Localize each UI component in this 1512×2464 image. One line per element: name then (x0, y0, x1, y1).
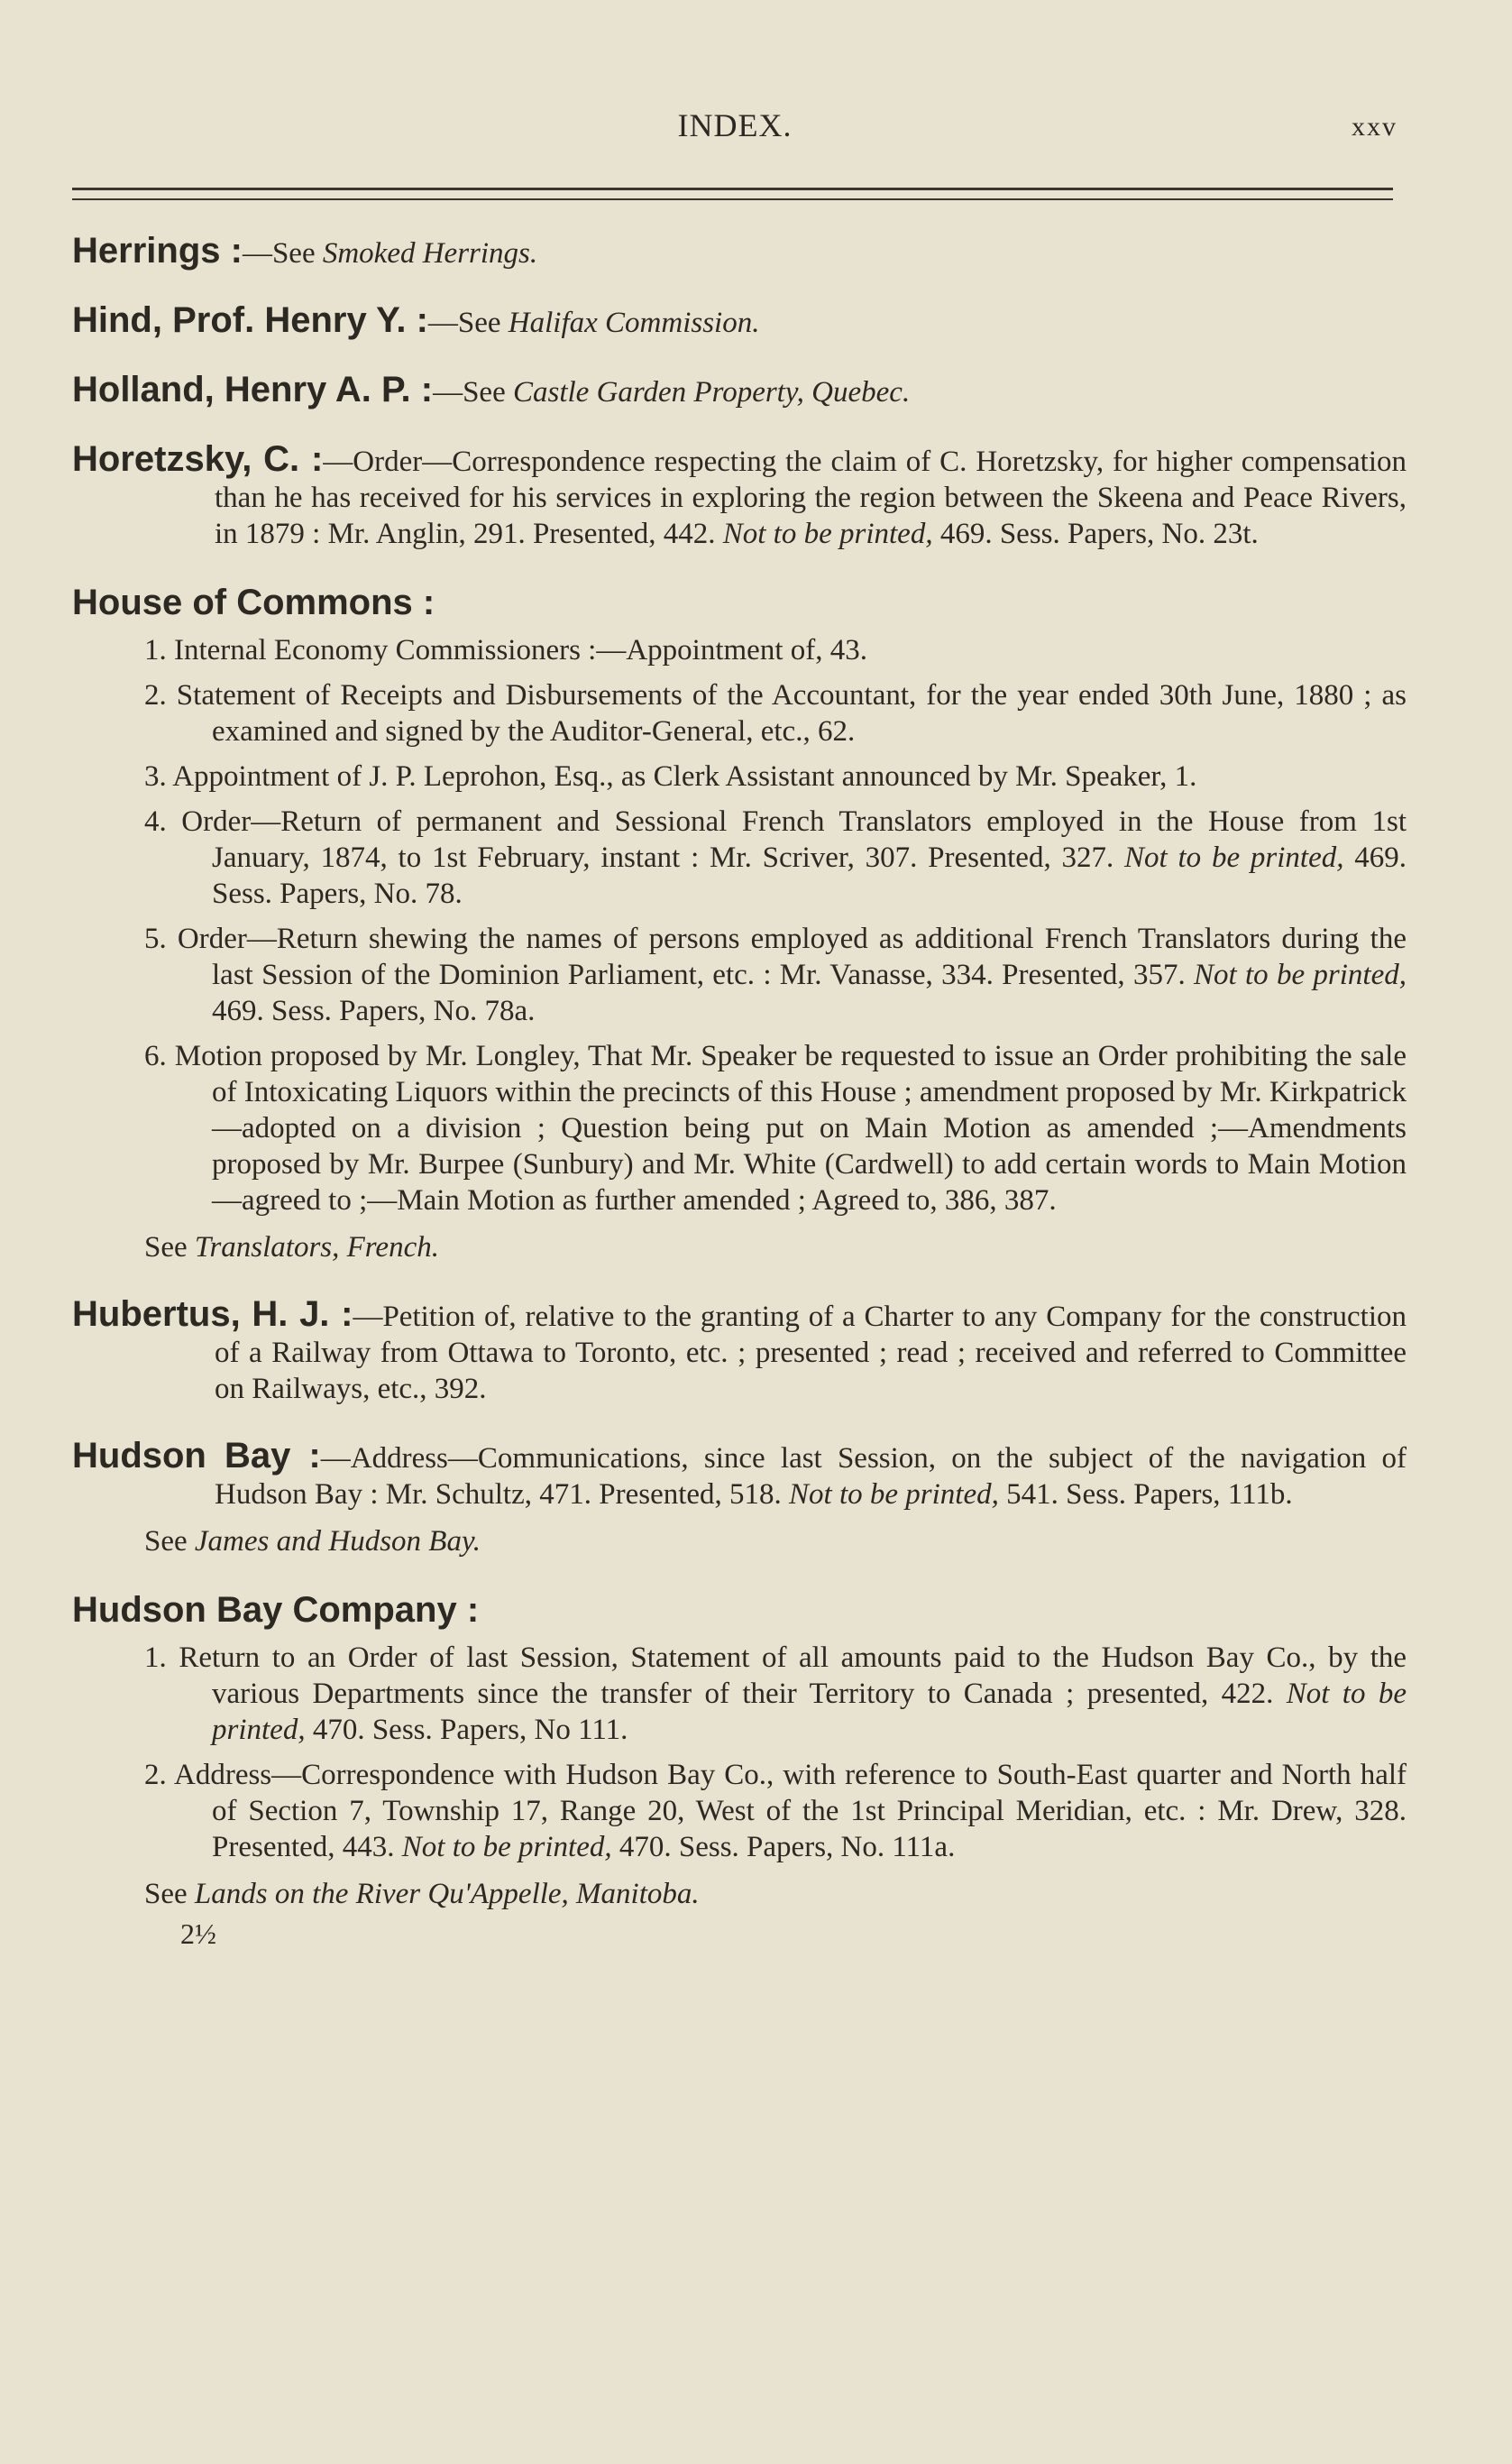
item-number: 5. (144, 923, 167, 955)
entry-heading: Holland, Henry A. P. : (72, 370, 434, 409)
item-text: Appointment of J. P. Leprohon, Esq., as Clerk Assistant announced by Mr. Speaker, 1. (172, 760, 1197, 793)
entry-heading: Horetzsky, C. : (72, 439, 324, 479)
page-number: xxv (1352, 112, 1397, 142)
see-reference: Lands on the River Qu'Appelle, Manitoba. (194, 1878, 700, 1910)
item-text: Statement of Receipts and Disbursements of the Accountant, for the year ended 30th June, 1880 ; as examined and signed by the Auditor-General, etc., 62. (176, 679, 1407, 748)
item-number: 3. (144, 760, 167, 793)
item-number: 2. (144, 1759, 167, 1791)
item-italic-note: Not to be printed, (212, 1678, 1407, 1746)
entry-holland (72, 372, 1407, 410)
entry-cross-reference: Castle Garden Property, Quebec. (512, 376, 911, 409)
see-prefix: See (144, 1525, 195, 1558)
list-item (72, 759, 1407, 795)
entry-heading: House of Commons : (72, 583, 435, 622)
entry-italic-note: Not to be printed, (789, 1478, 999, 1511)
list-item (72, 804, 1407, 912)
item-text-tail: 469. Sess. Papers, No. 78a. (212, 995, 536, 1027)
list-item (72, 1757, 1407, 1865)
item-number: 1. (144, 1641, 167, 1674)
list-item (72, 921, 1407, 1029)
entry-italic-note: Not to be printed, (722, 518, 933, 550)
header-rule-thick (72, 188, 1393, 190)
entry-see-prefix: —See (433, 376, 513, 409)
see-prefix: See (144, 1878, 195, 1910)
entry-body (72, 1438, 1407, 1512)
item-number: 6. (144, 1040, 167, 1072)
item-text: Order—Return of permanent and Sessional French Translators employed in the House from 1st January, 1874, to 1st February, instant : Mr. Scriver, 307. Presented, 327. (181, 805, 1407, 874)
entry-house-of-commons (72, 583, 1407, 1265)
entry-hind (72, 302, 1407, 341)
item-text: Motion proposed by Mr. Longley, That Mr. Speaker be requested to issue an Order prohibiting the sale of Intoxicating Liquors within the precincts of this House ; amendment proposed by Mr. Kirkpatrick—adopted on a division ; Question being put on Main Motion as amended ;—Amendments proposed by Mr. Burpee (Sunbury) and Mr. White (Cardwell) to add certain words to Main Motion—agreed to ;—Main Motion as further amended ; Agreed to, 386, 387. (174, 1040, 1407, 1217)
entry-hubertus (72, 1296, 1407, 1407)
entry-text-tail: 541. Sess. Papers, 111b. (998, 1478, 1293, 1511)
entry-subitems (72, 1640, 1407, 1865)
entry-text: —Order—Correspondence respecting the claim of C. Horetzsky, for higher compensation than he has received for his services in exploring the region between the Skeena and Peace Rivers, in 1879 : Mr. Anglin, 291. Presented, 442. (215, 446, 1407, 550)
item-number: 2. (144, 679, 167, 712)
item-italic-note: Not to be printed, (401, 1831, 612, 1863)
entry-hudson-bay-company (72, 1590, 1407, 1951)
see-also (144, 1523, 1407, 1559)
entry-cross-reference: Smoked Herrings. (322, 237, 538, 270)
see-reference: Translators, French. (194, 1231, 439, 1264)
entry-text: —Address—Communications, since last Session, on the subject of the navigation of Hudson Bay : Mr. Schultz, 471. Presented, 518. (215, 1442, 1407, 1511)
item-number: 4. (144, 805, 167, 838)
entry-heading: Hudson Bay : (72, 1436, 321, 1476)
see-prefix: See (144, 1231, 195, 1264)
see-reference: James and Hudson Bay. (194, 1525, 481, 1558)
item-italic-note: Not to be printed, (1194, 959, 1407, 991)
list-item (72, 1640, 1407, 1748)
entry-subitems (72, 632, 1407, 1218)
entry-heading: Hubertus, H. J. : (72, 1294, 353, 1334)
item-text: Internal Economy Commissioners :—Appointment of, 43. (174, 634, 867, 667)
item-italic-note: Not to be printed, (1124, 841, 1344, 874)
entry-see-prefix: —See (427, 307, 509, 339)
index-content (72, 233, 1407, 1981)
see-also (144, 1229, 1407, 1265)
item-text-tail: 470. Sess. Papers, No. 111a. (611, 1831, 956, 1863)
item-number: 1. (144, 634, 167, 667)
entry-heading: Hudson Bay Company : (72, 1590, 480, 1630)
entry-text: —Petition of, relative to the granting of a Charter to any Company for the construction of a Railway from Ottawa to Toronto, etc. ; presented ; read ; received and referred to Committee on Railways, etc., 392. (215, 1301, 1407, 1405)
header-rule-thin (72, 198, 1393, 200)
entry-cross-reference: Halifax Commission. (508, 307, 760, 339)
entry-hudson-bay (72, 1438, 1407, 1559)
entry-horetzsky (72, 441, 1407, 552)
entry-herrings (72, 233, 1407, 271)
page-header (72, 106, 1397, 152)
signature-mark: 2½ (180, 1917, 216, 1950)
list-item (72, 677, 1407, 749)
item-text-tail: 470. Sess. Papers, No 111. (305, 1714, 628, 1746)
item-text: Order—Return shewing the names of persons employed as additional French Translators during the last Session of the Dominion Parliament, etc. : Mr. Vanasse, 334. Presented, 357. (177, 923, 1407, 991)
entry-text-tail: 469. Sess. Papers, No. 23t. (932, 518, 1259, 550)
list-item (72, 632, 1407, 668)
page-title: INDEX. (677, 107, 793, 143)
entry-heading: Hind, Prof. Henry Y. : (72, 300, 428, 340)
item-text-tail: 469. Sess. Papers, No. 78. (212, 841, 1407, 910)
entry-heading: Herrings : (72, 231, 243, 271)
see-also (144, 1876, 1407, 1912)
entry-see-prefix: —See (242, 237, 323, 270)
item-text: Return to an Order of last Session, Statement of all amounts paid to the Hudson Bay Co., by the various Departments since the transfer of their Territory to Canada ; presented, 422. (179, 1641, 1407, 1710)
list-item (72, 1038, 1407, 1218)
item-text: Address—Correspondence with Hudson Bay Co., with reference to South-East quarter and North half of Section 7, Township 17, Range 20, West of the 1st Principal Meridian, etc. : Mr. Drew, 328. Presented, 443. (174, 1759, 1407, 1863)
